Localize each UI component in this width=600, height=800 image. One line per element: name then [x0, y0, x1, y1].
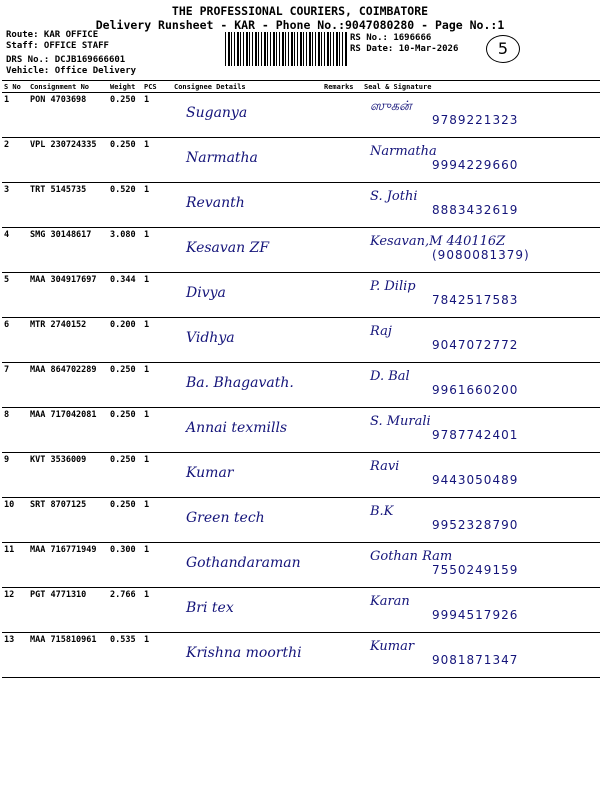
- cell-remarks: [322, 183, 362, 228]
- cell-signature: [362, 363, 600, 408]
- cell-consignment: SMG 30148617: [28, 228, 108, 273]
- cell-weight: 0.344: [108, 273, 142, 318]
- cell-remarks: [322, 228, 362, 273]
- cell-signature: [362, 228, 600, 273]
- cell-consignee: [172, 543, 322, 588]
- handwritten-phone: 7842517583: [432, 293, 519, 307]
- table-row: [2, 588, 600, 633]
- cell-consignee: [172, 228, 322, 273]
- cell-sno: 4: [2, 228, 28, 273]
- col-signature: Seal & Signature: [362, 81, 600, 93]
- cell-sno: 1: [2, 93, 28, 138]
- cell-sno: 8: [2, 408, 28, 453]
- cell-consignment: VPL 230724335: [28, 138, 108, 183]
- document-subtitle: Delivery Runsheet - KAR - Phone No.:9047080280 - Page No.:1: [95, 18, 505, 32]
- cell-signature: [362, 543, 600, 588]
- handwritten-phone: 9952328790: [432, 518, 519, 532]
- handwritten-phone: 9081871347: [432, 653, 519, 667]
- handwritten-signature: Kesavan,M 440116Z: [370, 234, 506, 249]
- handwritten-signature: Kumar: [370, 639, 415, 654]
- handwritten-consignee: Ba. Bhagavath.: [186, 375, 294, 391]
- table-row: [2, 93, 600, 138]
- table-row: [2, 498, 600, 543]
- cell-remarks: [322, 318, 362, 363]
- cell-consignment: MAA 716771949: [28, 543, 108, 588]
- cell-consignment: PGT 4771310: [28, 588, 108, 633]
- vehicle-label: Vehicle: Office Delivery: [6, 66, 137, 76]
- cell-signature: [362, 453, 600, 498]
- table-row: [2, 273, 600, 318]
- cell-consignee: [172, 183, 322, 228]
- handwritten-signature: Karan: [370, 594, 410, 609]
- cell-signature: [362, 93, 600, 138]
- cell-consignment: SRT 8707125: [28, 498, 108, 543]
- cell-remarks: [322, 408, 362, 453]
- col-consignment: Consignment No: [28, 81, 108, 93]
- table-row: [2, 408, 600, 453]
- cell-consignee: [172, 93, 322, 138]
- handwritten-signature: S. Murali: [370, 414, 431, 429]
- cell-signature: [362, 408, 600, 453]
- cell-consignee: [172, 453, 322, 498]
- col-weight: Weight: [108, 81, 142, 93]
- cell-consignment: TRT 5145735: [28, 183, 108, 228]
- cell-pcs: 1: [142, 93, 172, 138]
- cell-sno: 6: [2, 318, 28, 363]
- handwritten-phone: 9443050489: [432, 473, 519, 487]
- cell-weight: 0.250: [108, 93, 142, 138]
- route-label: Route: KAR OFFICE: [6, 30, 99, 40]
- cell-remarks: [322, 138, 362, 183]
- cell-consignee: [172, 318, 322, 363]
- document-title: THE PROFESSIONAL COURIERS, COIMBATORE: [171, 4, 429, 18]
- cell-consignment: MAA 717042081: [28, 408, 108, 453]
- cell-signature: [362, 273, 600, 318]
- table-row: [2, 633, 600, 678]
- cell-signature: [362, 183, 600, 228]
- handwritten-phone: 7550249159: [432, 563, 519, 577]
- cell-signature: [362, 633, 600, 678]
- cell-weight: 0.300: [108, 543, 142, 588]
- cell-signature: [362, 498, 600, 543]
- cell-consignee: [172, 633, 322, 678]
- cell-sno: 7: [2, 363, 28, 408]
- handwritten-signature: D. Bal: [370, 369, 410, 384]
- cell-sno: 11: [2, 543, 28, 588]
- cell-pcs: 1: [142, 138, 172, 183]
- handwritten-consignee: Kumar: [186, 465, 234, 481]
- drs-label: DRS No.: DCJB169666601: [6, 55, 126, 65]
- cell-weight: 0.520: [108, 183, 142, 228]
- rs-number: RS No.: 1696666: [350, 33, 432, 43]
- cell-weight: 0.200: [108, 318, 142, 363]
- handwritten-consignee: Bri tex: [186, 600, 234, 616]
- col-pcs: PCS: [142, 81, 172, 93]
- table-row: [2, 183, 600, 228]
- handwritten-consignee: Suganya: [186, 105, 248, 121]
- handwritten-consignee: Kesavan ZF: [186, 240, 270, 256]
- cell-pcs: 1: [142, 183, 172, 228]
- table-header-row: [2, 81, 600, 93]
- handwritten-phone: 9789221323: [432, 113, 519, 127]
- cell-sno: 12: [2, 588, 28, 633]
- cell-pcs: 1: [142, 498, 172, 543]
- handwritten-consignee: Narmatha: [186, 150, 258, 166]
- cell-consignee: [172, 273, 322, 318]
- cell-weight: 0.250: [108, 453, 142, 498]
- handwritten-signature: Gothan Ram: [370, 549, 453, 564]
- cell-pcs: 1: [142, 228, 172, 273]
- handwritten-signature: ஸுகன்: [370, 99, 412, 114]
- cell-remarks: [322, 498, 362, 543]
- cell-consignee: [172, 138, 322, 183]
- cell-remarks: [322, 363, 362, 408]
- table-row: [2, 318, 600, 363]
- cell-remarks: [322, 588, 362, 633]
- cell-weight: 3.080: [108, 228, 142, 273]
- cell-sno: 3: [2, 183, 28, 228]
- handwritten-signature: Raj: [370, 324, 392, 339]
- circled-page-number: 5: [486, 35, 520, 63]
- table-row: [2, 138, 600, 183]
- cell-consignee: [172, 498, 322, 543]
- cell-weight: 0.250: [108, 363, 142, 408]
- cell-weight: 0.535: [108, 633, 142, 678]
- handwritten-consignee: Revanth: [186, 195, 245, 211]
- cell-remarks: [322, 543, 362, 588]
- cell-consignment: PON 4703698: [28, 93, 108, 138]
- handwritten-phone: 9994229660: [432, 158, 519, 172]
- cell-weight: 0.250: [108, 138, 142, 183]
- handwritten-signature: S. Jothi: [370, 189, 418, 204]
- cell-consignee: [172, 408, 322, 453]
- cell-signature: [362, 588, 600, 633]
- handwritten-phone: 9047072772: [432, 338, 519, 352]
- cell-pcs: 1: [142, 408, 172, 453]
- handwritten-consignee: Annai texmills: [186, 420, 288, 436]
- table-row: [2, 453, 600, 498]
- cell-consignee: [172, 588, 322, 633]
- col-consignee: Consignee Details: [172, 81, 322, 93]
- cell-remarks: [322, 93, 362, 138]
- handwritten-consignee: Divya: [186, 285, 226, 301]
- col-sno: S No: [2, 81, 28, 93]
- cell-pcs: 1: [142, 543, 172, 588]
- handwritten-phone: (9080081379): [432, 248, 530, 262]
- col-remarks: Remarks: [322, 81, 362, 93]
- cell-sno: 5: [2, 273, 28, 318]
- table-row: [2, 543, 600, 588]
- handwritten-consignee: Gothandaraman: [186, 555, 301, 571]
- cell-pcs: 1: [142, 363, 172, 408]
- cell-remarks: [322, 273, 362, 318]
- rs-date: RS Date: 10-Mar-2026: [350, 44, 459, 54]
- barcode: [225, 32, 347, 66]
- cell-sno: 10: [2, 498, 28, 543]
- cell-weight: 0.250: [108, 408, 142, 453]
- cell-sno: 9: [2, 453, 28, 498]
- cell-sno: 13: [2, 633, 28, 678]
- cell-weight: 2.766: [108, 588, 142, 633]
- handwritten-signature: P. Dilip: [370, 279, 416, 294]
- handwritten-phone: 8883432619: [432, 203, 519, 217]
- handwritten-consignee: Krishna moorthi: [186, 645, 302, 661]
- cell-remarks: [322, 453, 362, 498]
- cell-weight: 0.250: [108, 498, 142, 543]
- cell-pcs: 1: [142, 588, 172, 633]
- cell-signature: [362, 318, 600, 363]
- table-row: [2, 363, 600, 408]
- handwritten-phone: 9961660200: [432, 383, 519, 397]
- cell-remarks: [322, 633, 362, 678]
- handwritten-consignee: Green tech: [186, 510, 265, 526]
- cell-sno: 2: [2, 138, 28, 183]
- cell-signature: [362, 138, 600, 183]
- handwritten-signature: Ravi: [370, 459, 400, 474]
- cell-pcs: 1: [142, 453, 172, 498]
- cell-consignee: [172, 363, 322, 408]
- cell-consignment: MAA 304917697: [28, 273, 108, 318]
- handwritten-signature: Narmatha: [370, 144, 437, 159]
- cell-pcs: 1: [142, 633, 172, 678]
- cell-pcs: 1: [142, 318, 172, 363]
- cell-consignment: KVT 3536009: [28, 453, 108, 498]
- cell-consignment: MTR 2740152: [28, 318, 108, 363]
- handwritten-consignee: Vidhya: [186, 330, 235, 346]
- handwritten-signature: B.K: [370, 504, 394, 519]
- staff-label: Staff: OFFICE STAFF: [6, 41, 109, 51]
- cell-pcs: 1: [142, 273, 172, 318]
- handwritten-phone: 9994517926: [432, 608, 519, 622]
- cell-consignment: MAA 864702289: [28, 363, 108, 408]
- table-row: [2, 228, 600, 273]
- runsheet-table: [2, 80, 600, 678]
- handwritten-phone: 9787742401: [432, 428, 519, 442]
- cell-consignment: MAA 715810961: [28, 633, 108, 678]
